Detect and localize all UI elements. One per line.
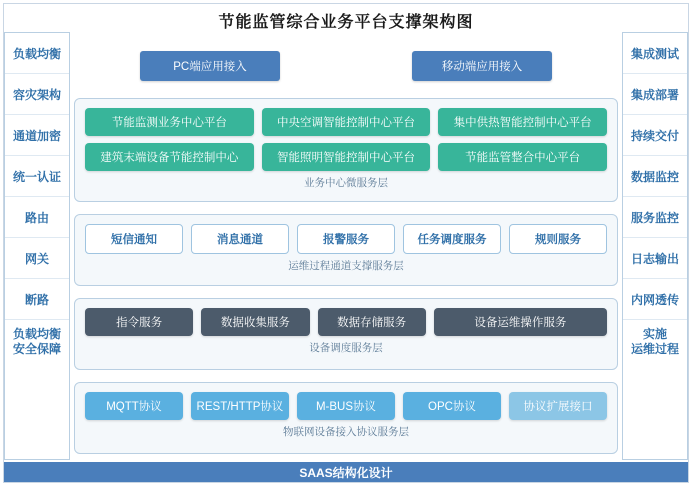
page-title: 节能监管综合业务平台支撑架构图 xyxy=(218,13,474,31)
table-row xyxy=(85,392,607,420)
footer-saas-banner: SAAS结构化设计 xyxy=(4,462,688,482)
architecture-center xyxy=(74,32,618,460)
protocol-opc[interactable]: OPC协议 xyxy=(403,392,501,420)
sidebar-item-intranet-tunnel[interactable]: 内网透传 xyxy=(623,279,687,320)
sidebar-item-log-output[interactable]: 日志输出 xyxy=(623,238,687,279)
service-hvac-control-platform[interactable]: 中央空调智能控制中心平台 xyxy=(262,108,431,136)
protocol-rest-http[interactable]: REST/HTTP协议 xyxy=(191,392,289,420)
entry-mobile-access[interactable]: 移动端应用接入 xyxy=(412,51,552,81)
table-row xyxy=(85,224,607,254)
service-smart-lighting-platform[interactable]: 智能照明智能控制中心平台 xyxy=(262,143,431,171)
sidebar-item-integration-deploy[interactable]: 集成部署 xyxy=(623,74,687,115)
service-energy-monitor-platform[interactable]: 节能监测业务中心平台 xyxy=(85,108,254,136)
sidebar-item-service-monitoring[interactable]: 服务监控 xyxy=(623,197,687,238)
service-district-heating-platform[interactable]: 集中供热智能控制中心平台 xyxy=(438,108,607,136)
implementation-line2: 运维过程 xyxy=(630,342,679,356)
service-data-storage[interactable]: 数据存储服务 xyxy=(318,308,426,336)
sidebar-item-load-balance[interactable]: 负载均衡 xyxy=(5,33,69,74)
implementation-line1: 实施 xyxy=(642,327,667,341)
panel-business-center xyxy=(74,98,618,202)
right-capability-column xyxy=(622,32,688,460)
protocol-mbus[interactable]: M-BUS协议 xyxy=(297,392,395,420)
service-sms-notification[interactable]: 短信通知 xyxy=(85,224,183,254)
protocol-extension-interface[interactable]: 协议扩展接口 xyxy=(509,392,607,420)
sidebar-item-gateway[interactable]: 网关 xyxy=(5,238,69,279)
service-energy-integration-platform[interactable]: 节能监管整合中心平台 xyxy=(438,143,607,171)
panel-iot-protocol xyxy=(74,382,618,454)
table-row xyxy=(85,108,607,136)
security-guarantee-line2: 安全保障 xyxy=(12,342,61,356)
entry-pc-access[interactable]: PC端应用接入 xyxy=(140,51,280,81)
security-guarantee-line1: 负载均衡 xyxy=(12,327,61,341)
protocol-mqtt[interactable]: MQTT协议 xyxy=(85,392,183,420)
sidebar-item-continuous-delivery[interactable]: 持续交付 xyxy=(623,115,687,156)
panel-business-rows xyxy=(75,99,617,171)
panel-device-caption: 设备调度服务层 xyxy=(309,342,383,354)
panel-business-caption: 业务中心微服务层 xyxy=(304,177,388,189)
panel-ops-caption: 运维过程通道支撑服务层 xyxy=(288,260,404,272)
service-data-collection[interactable]: 数据收集服务 xyxy=(201,308,309,336)
panel-device-rows xyxy=(75,299,617,336)
sidebar-item-channel-encryption[interactable]: 通道加密 xyxy=(5,115,69,156)
sidebar-item-disaster-recovery[interactable]: 容灾架构 xyxy=(5,74,69,115)
panel-iot-rows xyxy=(75,383,617,420)
sidebar-item-routing[interactable]: 路由 xyxy=(5,197,69,238)
panel-ops-channel xyxy=(74,214,618,286)
table-row xyxy=(85,143,607,171)
panel-device-scheduling xyxy=(74,298,618,370)
panel-iot-caption: 物联网设备接入协议服务层 xyxy=(283,426,409,438)
sidebar-item-circuit-breaker[interactable]: 断路 xyxy=(5,279,69,320)
sidebar-item-security-guarantee[interactable] xyxy=(5,320,69,364)
service-device-ops[interactable]: 设备运维操作服务 xyxy=(434,308,607,336)
service-task-scheduling[interactable]: 任务调度服务 xyxy=(403,224,501,254)
panel-ops-rows xyxy=(75,215,617,254)
service-building-terminal-control[interactable]: 建筑末端设备节能控制中心 xyxy=(85,143,254,171)
entry-row xyxy=(74,48,618,84)
service-command[interactable]: 指令服务 xyxy=(85,308,193,336)
sidebar-item-integration-test[interactable]: 集成测试 xyxy=(623,33,687,74)
service-message-channel[interactable]: 消息通道 xyxy=(191,224,289,254)
sidebar-item-implementation-ops[interactable] xyxy=(623,320,687,364)
sidebar-item-data-monitoring[interactable]: 数据监控 xyxy=(623,156,687,197)
service-rule-engine[interactable]: 规则服务 xyxy=(509,224,607,254)
sidebar-item-unified-auth[interactable]: 统一认证 xyxy=(5,156,69,197)
table-row xyxy=(85,308,607,336)
left-capability-column xyxy=(4,32,70,460)
service-alarm[interactable]: 报警服务 xyxy=(297,224,395,254)
